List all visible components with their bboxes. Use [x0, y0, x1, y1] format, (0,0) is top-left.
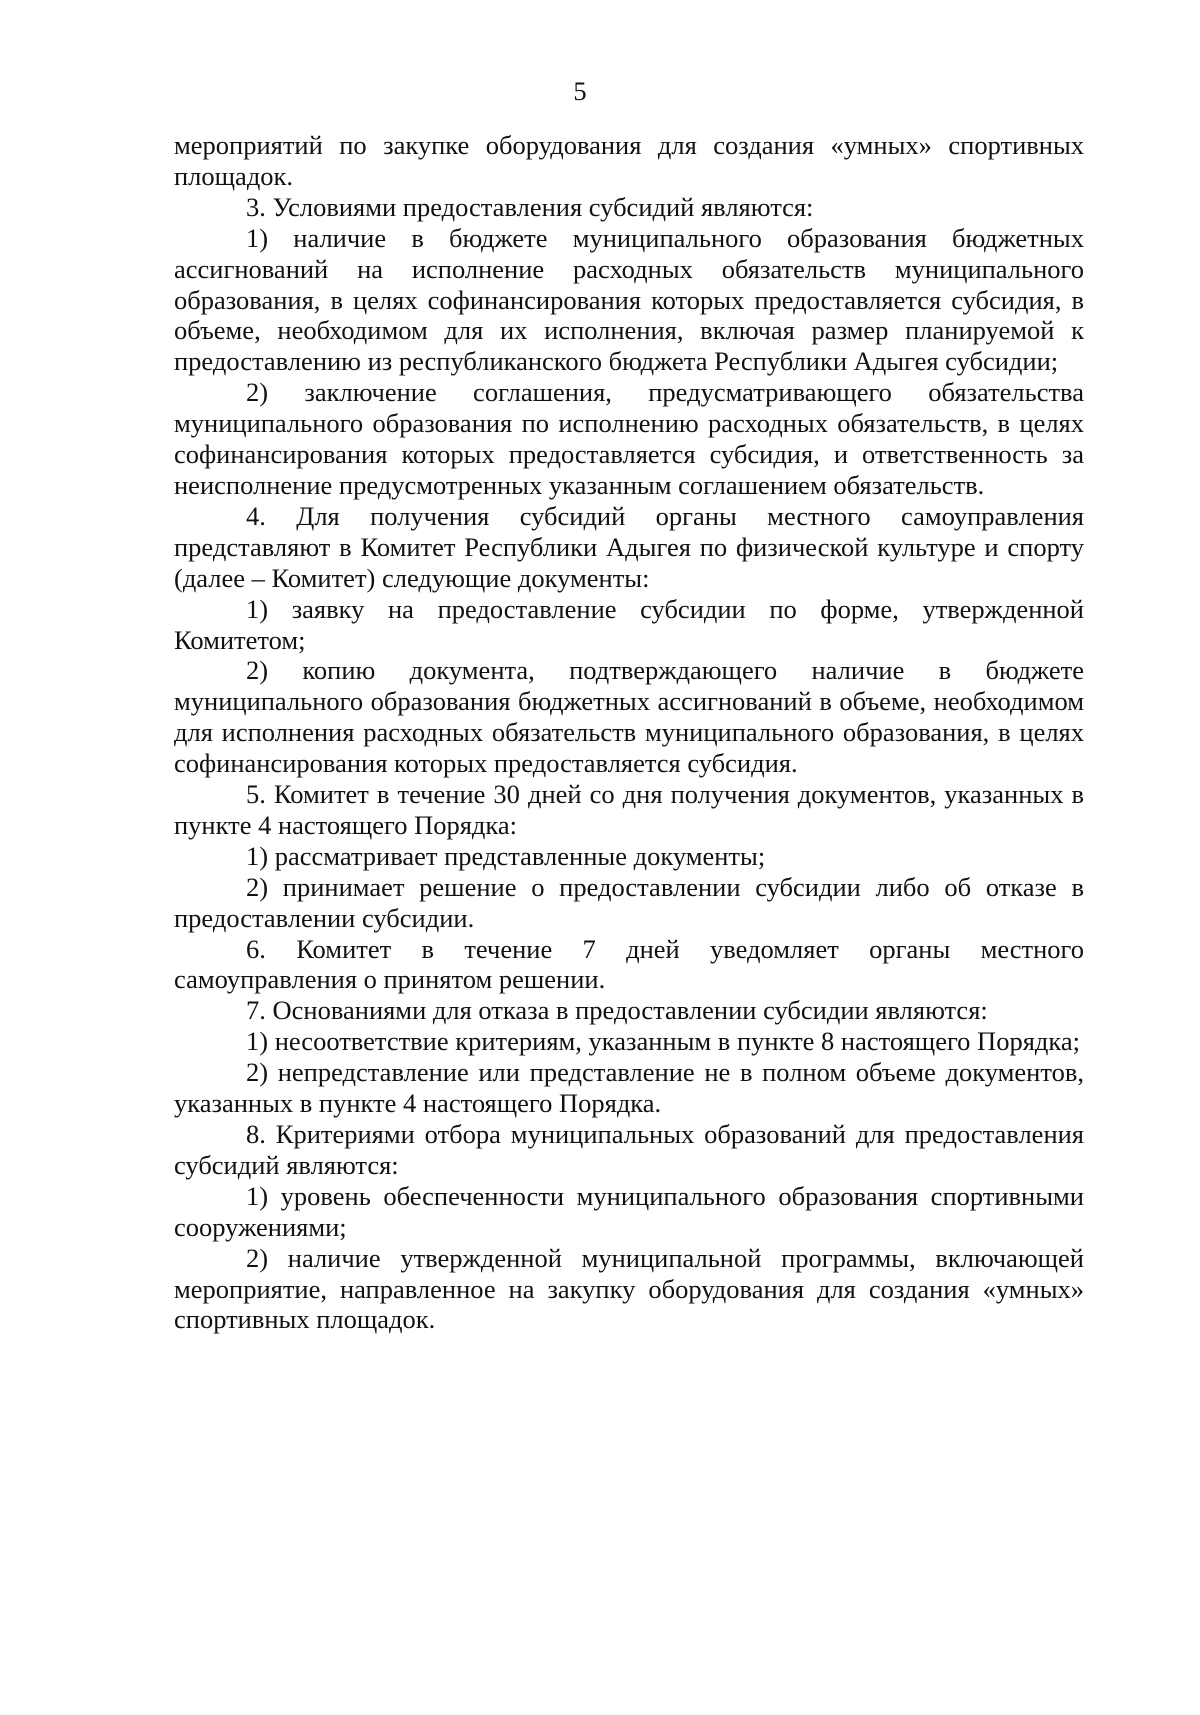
paragraph: 2) непредставление или представление не в полном объеме документов, указанных в пункте 4 настоящего Порядка.: [174, 1057, 1084, 1119]
paragraph: 2) заключение соглашения, предусматривающего обязательства муниципального образования по исполнению расходных обязательств, в целях софинансирования которых предоставляется субсидия, и ответственность за неисполнение предусмотренных указанным соглашением обязательств.: [174, 377, 1084, 500]
paragraph: 3. Условиями предоставления субсидий являются:: [246, 191, 814, 222]
paragraph: 5. Комитет в течение 30 дней со дня получения документов, указанных в пункте 4 настоящего Порядка:: [174, 779, 1084, 840]
paragraph: 2) копию документа, подтверждающего наличие в бюджете муниципального образования бюджетных ассигнований в объеме, необходимом для исполнения расходных обязательств муниципального образования, в целях софинансирования которых предоставляется субсидия.: [174, 655, 1084, 779]
paragraph: 2) наличие утвержденной муниципальной программы, включающей мероприятие, направленное на закупку оборудования для создания «умных» спортивных площадок.: [174, 1242, 1084, 1335]
paragraph: мероприятий по закупке оборудования для создания «умных» спортивных площадок.: [174, 130, 1084, 191]
paragraph: 1) уровень обеспеченности муниципального образования спортивными сооружениями;: [174, 1180, 1084, 1242]
paragraph: 1) рассматривает представленные документы;: [246, 840, 766, 871]
paragraph: 1) наличие в бюджете муниципального образования бюджетных ассигнований на исполнение расходных обязательств муниципального образования, в целях софинансирования которых предоставляется субсидия, в объеме, необходимом для их исполнения, включая размер планируемой к предоставлению из республиканского бюджета Республики Адыгея субсидии;: [174, 222, 1084, 377]
paragraph: 6. Комитет в течение 7 дней уведомляет органы местного самоуправления о принятом решении.: [174, 933, 1084, 995]
paragraph: 7. Основаниями для отказа в предоставлении субсидии являются:: [246, 995, 988, 1026]
paragraph: 1) несоответствие критериям, указанным в пункте 8 настоящего Порядка;: [246, 1026, 1080, 1057]
page-number: 5: [573, 76, 587, 106]
document-body: [174, 130, 1084, 1335]
paragraph: 4. Для получения субсидий органы местного самоуправления представляют в Комитет Республики Адыгея по физической культуре и спорту (далее – Комитет) следующие документы:: [174, 500, 1084, 593]
paragraph: 1) заявку на предоставление субсидии по форме, утвержденной Комитетом;: [174, 593, 1084, 655]
paragraph: 8. Критериями отбора муниципальных образований для предоставления субсидий являются:: [174, 1119, 1084, 1180]
paragraph: 2) принимает решение о предоставлении субсидии либо об отказе в предоставлении субсидии.: [174, 871, 1084, 933]
